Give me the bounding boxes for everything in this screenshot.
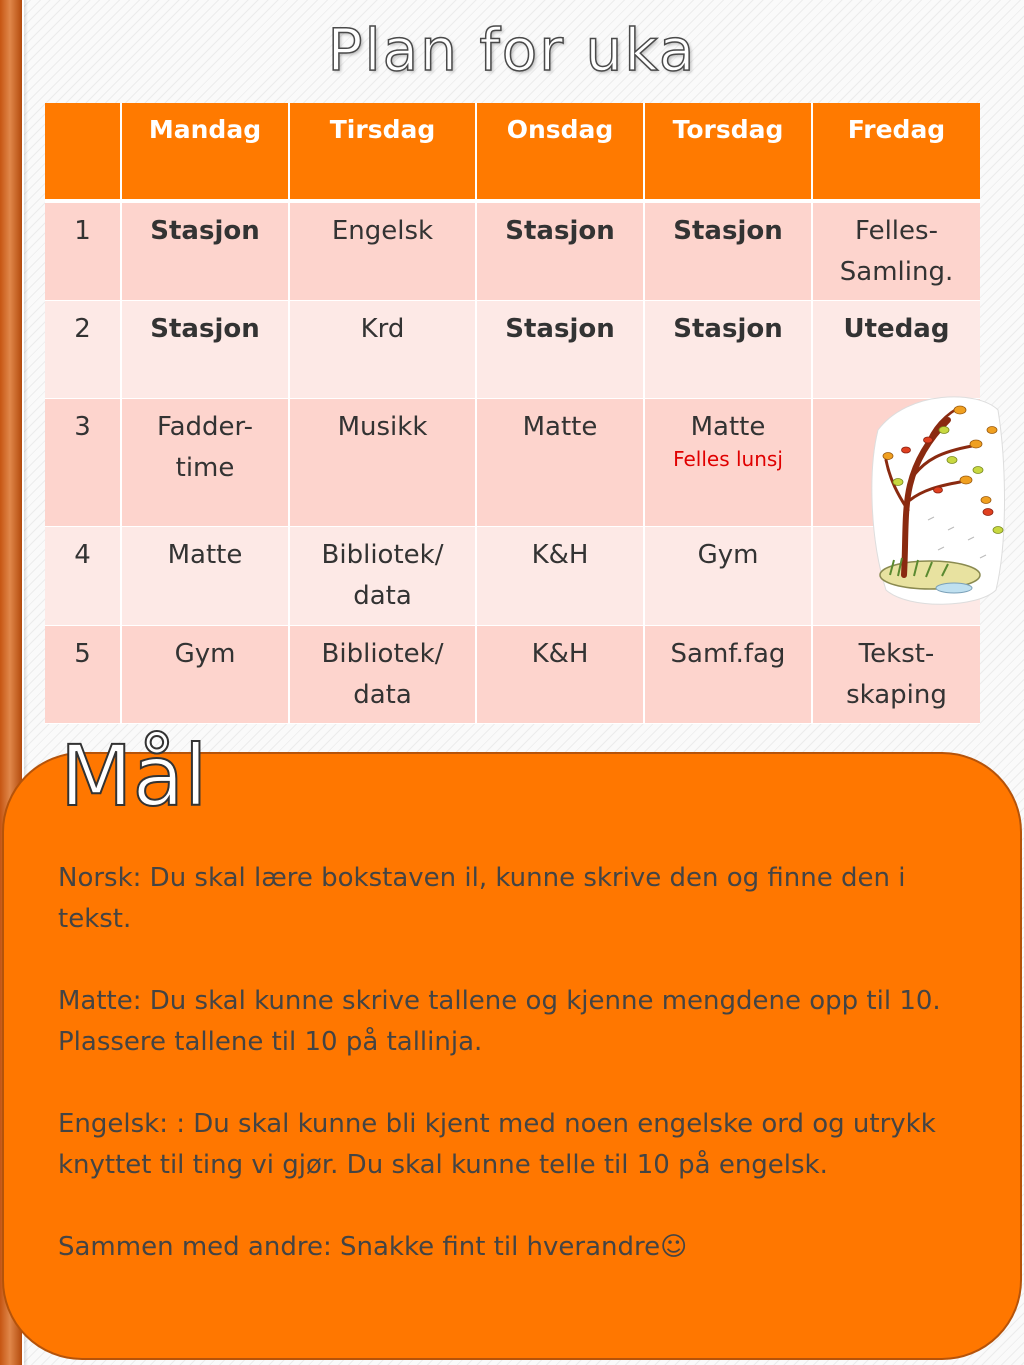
cell-fredag: Utedag [812, 301, 980, 399]
schedule-header-row [45, 103, 980, 201]
table-row [45, 399, 980, 527]
cell-torsdag: Stasjon [644, 301, 812, 399]
header-fredag: Fredag [812, 103, 980, 201]
header-tirsdag: Tirsdag [289, 103, 476, 201]
table-row [45, 527, 980, 626]
windy-autumn-tree-icon [868, 390, 1008, 610]
cell-torsdag [644, 399, 812, 527]
cell-fredag [812, 201, 980, 301]
cell-line: Samling. [839, 257, 954, 287]
cell-line: Bibliotek/ [321, 639, 444, 669]
cell-mandag: Stasjon [121, 301, 289, 399]
cell-onsdag: K&H [476, 527, 644, 626]
cell-mandag: Matte [121, 527, 289, 626]
cell-tirsdag: Krd [289, 301, 476, 399]
table-row [45, 201, 980, 301]
cell-fredag [812, 626, 980, 724]
felles-lunsj-note: Felles lunsj [673, 447, 783, 471]
cell-torsdag: Samf.fag [644, 626, 812, 724]
period-number: 4 [45, 527, 121, 626]
cell-line: Tekst- [858, 639, 935, 669]
cell-line: data [353, 581, 412, 611]
cell-line: Bibliotek/ [321, 540, 444, 570]
period-number: 3 [45, 399, 121, 527]
cell-onsdag: Stasjon [476, 201, 644, 301]
cell-mandag [121, 399, 289, 527]
period-number: 5 [45, 626, 121, 724]
cell-onsdag: Stasjon [476, 301, 644, 399]
cell-mandag: Stasjon [121, 201, 289, 301]
cell-torsdag: Gym [644, 527, 812, 626]
header-onsdag: Onsdag [476, 103, 644, 201]
goal-matte: Matte: Du skal kunne skrive tallene og kjenne mengdene opp til 10. Plassere tallene til 10 på tallinja. [58, 986, 941, 1057]
cell-tirsdag [289, 626, 476, 724]
cell-onsdag: K&H [476, 626, 644, 724]
cell-tirsdag: Engelsk [289, 201, 476, 301]
goals-title: Mål [60, 727, 208, 825]
cell-tirsdag [289, 527, 476, 626]
cell-tirsdag: Musikk [289, 399, 476, 527]
cell-line: data [353, 680, 412, 710]
period-number: 2 [45, 301, 121, 399]
table-row [45, 301, 980, 399]
cell-onsdag: Matte [476, 399, 644, 527]
header-torsdag: Torsdag [644, 103, 812, 201]
goal-sammen: Sammen med andre: Snakke fint til hverandre☺ [58, 1232, 688, 1262]
page-title: Plan for uka [327, 16, 697, 84]
cell-mandag: Gym [121, 626, 289, 724]
cell-torsdag: Stasjon [644, 201, 812, 301]
header-corner [45, 103, 121, 201]
period-number: 1 [45, 201, 121, 301]
schedule-table [45, 103, 980, 724]
goal-engelsk: Engelsk: : Du skal kunne bli kjent med noen engelske ord og utrykk knyttet til ting vi gjør. Du skal kunne telle til 10 på engelsk. [58, 1109, 936, 1180]
cell-line: time [175, 453, 235, 483]
cell-line: Matte [690, 412, 766, 442]
cell-line: Fadder- [157, 412, 253, 442]
cell-line: skaping [846, 680, 947, 710]
goal-norsk: Norsk: Du skal lære bokstaven il, kunne skrive den og finne den i tekst. [58, 863, 906, 934]
table-row [45, 626, 980, 724]
cell-line: Felles- [855, 216, 938, 246]
header-mandag: Mandag [121, 103, 289, 201]
goals-text [58, 858, 968, 1309]
